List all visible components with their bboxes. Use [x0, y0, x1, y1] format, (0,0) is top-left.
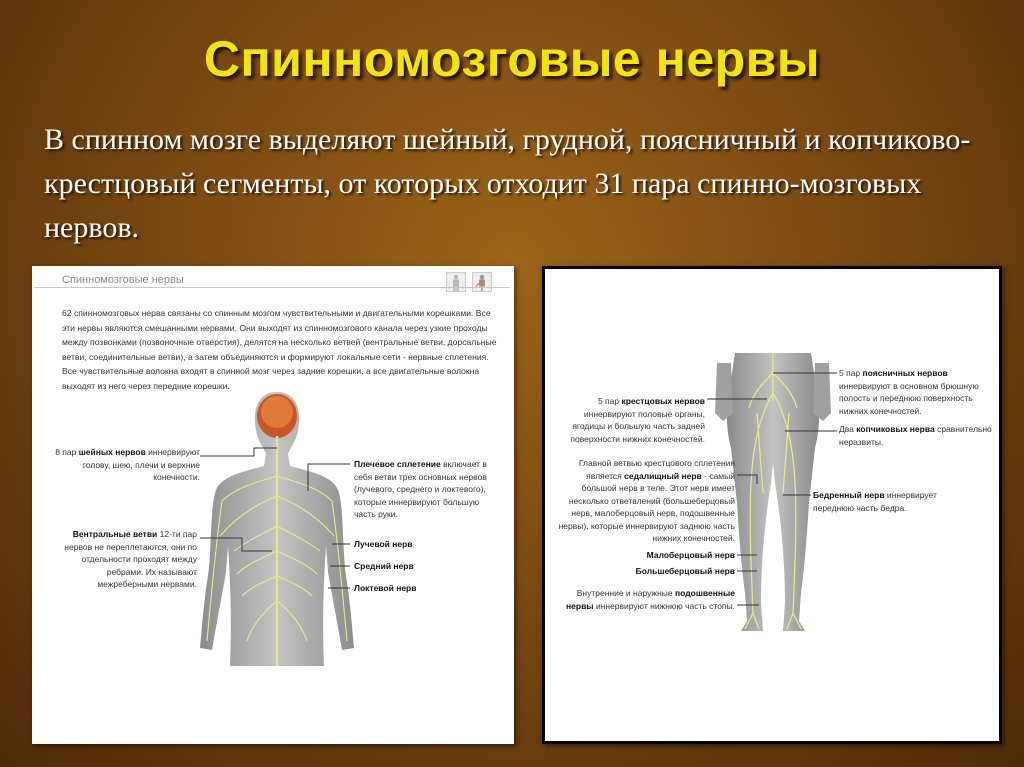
slide-title: Спинномозговые нервы [203, 31, 821, 87]
tibial-nerve-label: Большеберцовый нерв [635, 566, 735, 576]
ventral-branches-label: Вентральные ветви 12-ти пар нервов не переплетаются, они по отдельности проходят между ребрами. Их называют межреберными нервами. [64, 529, 197, 589]
brachial-plexus-label: Плечевое сплетение включает в себя ветви трех основных нервов (лучевого, среднего и локтевого), которые иннервируют большую часть руки. [354, 459, 487, 519]
intro-text: В спинном мозге выделяют шейный, грудной, поясничный и копчиково-крестцовый сегменты, от которых отходит 31 пара спинно-мозговых нервов. [44, 123, 971, 244]
left-leader-lines [32, 266, 514, 744]
right-panel [542, 266, 1002, 744]
sacral-nerves-label: 5 пар крестцовых нервов иннервируют половые органы, ягодицы и большую часть задней поверхности нижних конечностей. [570, 396, 705, 444]
peroneal-nerve-label: Малоберцовый нерв [646, 550, 735, 560]
femoral-nerve-label: Бедренный нерв иннервирует переднюю часть бедра. [813, 490, 937, 513]
coccygeal-nerves-label: Два копчиковых нерва сравнительно неразвиты. [839, 424, 992, 447]
lumbar-nerves-label: 5 пар поясничных нервов иннервируют в основном брюшную полость и переднюю поверхность нижних конечностей. [839, 368, 979, 416]
ulnar-nerve-label: Локтевой нерв [354, 583, 417, 593]
left-panel [32, 266, 514, 744]
cervical-nerves-label: 8 пар шейных нервов иннервируют голову, шею, плечи и верхние конечности. [55, 447, 200, 482]
right-leader-lines [545, 269, 1002, 744]
panel-description: 62 спинномозговых нерва связаны со спинным мозгом чувствительными и двигательными корешками. Все эти нервы являются смешанными нервами. Они выходят из спинномозгового канала через узкие проходы между позвонками (позвоночные отверстия), делятся на несколько ветвей (вентральные ветви, дорсальные ветви, соединительные ветви), а затем объединяются и формируют локальные сети - нервные сплетения. Все чувствительные волокна входят в спинной мозг через задние корешки, а все двигательные волокна выходят из него через передние корешки. [62, 308, 497, 391]
plantar-nerves-label: Внутренние и наружные подошвенные нервы иннервируют нижнюю часть стопы. [566, 588, 735, 611]
sciatic-nerve-label: Главной ветвью крестцового сплетения является седалищный нерв - самый большой нерв в теле. Этот нерв имеет несколько ответвлений (большеберцовый нерв, малоберцовый нерв, подошвенные нервы), которые иннервируют заднюю часть нижних конечностей. [558, 458, 735, 543]
median-nerve-label: Средний нерв [354, 561, 414, 571]
panel-header: Спинномозговые нервы [62, 274, 184, 286]
radial-nerve-label: Лучевой нерв [354, 539, 413, 549]
